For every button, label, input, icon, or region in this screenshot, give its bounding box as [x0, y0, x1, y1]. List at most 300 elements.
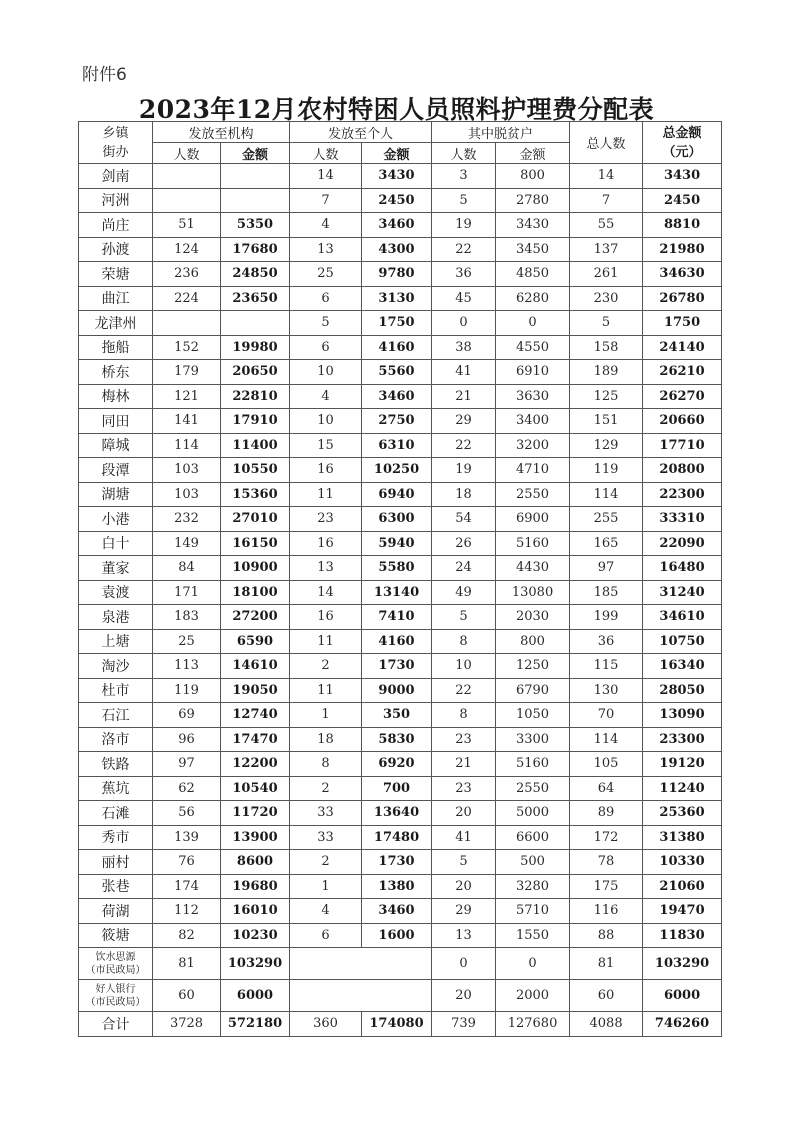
- institution-amount-cell: 10550: [221, 458, 290, 483]
- township-name: 杜市: [79, 678, 153, 703]
- total-people-cell: 125: [570, 384, 643, 409]
- poverty-amount-cell: 2550: [496, 776, 570, 801]
- individual-people-cell: 14: [290, 580, 362, 605]
- poverty-amount-cell: 3450: [496, 237, 570, 262]
- individual-people-cell: 16: [290, 531, 362, 556]
- poverty-amount-cell: 0: [496, 948, 570, 980]
- attachment-label: 附件6: [82, 65, 127, 85]
- special-row-name: [79, 948, 153, 980]
- table-row: [79, 654, 722, 679]
- individual-people-cell: 1: [290, 874, 362, 899]
- township-name: 袁渡: [79, 580, 153, 605]
- total-people-cell: 14: [570, 164, 643, 189]
- institution-amount-cell: 103290: [221, 948, 290, 980]
- institution-amount-cell: 27010: [221, 507, 290, 532]
- township-name: 曲江: [79, 286, 153, 311]
- institution-people-cell: 51: [153, 213, 221, 238]
- institution-people-cell: 25: [153, 629, 221, 654]
- poverty-people-cell: 0: [432, 311, 496, 336]
- individual-people-header: 人数: [290, 143, 362, 164]
- special-name-line2: （市民政局）: [85, 964, 146, 976]
- institution-amount-cell: 12200: [221, 752, 290, 777]
- table-row: [79, 580, 722, 605]
- individual-amount-cell: 5560: [362, 360, 432, 385]
- institution-amount-cell: 17470: [221, 727, 290, 752]
- table-row: [79, 605, 722, 630]
- total-amount-cell: 28050: [643, 678, 722, 703]
- individual-header: 发放至个人: [290, 122, 432, 143]
- total-people-cell: 189: [570, 360, 643, 385]
- individual-amount-cell: 1600: [362, 923, 432, 948]
- individual-people-cell: 14: [290, 164, 362, 189]
- township-name: 石江: [79, 703, 153, 728]
- township-name: 蕉坑: [79, 776, 153, 801]
- poverty-amount-header: 金额: [496, 143, 570, 164]
- total-people-cell: 158: [570, 335, 643, 360]
- individual-amount-cell: 6940: [362, 482, 432, 507]
- poverty-people-cell: 26: [432, 531, 496, 556]
- individual-people-cell: 25: [290, 262, 362, 287]
- institution-people-cell: 183: [153, 605, 221, 630]
- institution-people-cell: 179: [153, 360, 221, 385]
- total-people-cell: 89: [570, 801, 643, 826]
- poverty-people-cell: 0: [432, 948, 496, 980]
- institution-amount-cell: 19680: [221, 874, 290, 899]
- institution-amount-cell: 8600: [221, 850, 290, 875]
- totals-individual-amount: 174080: [362, 1012, 432, 1037]
- table-row: [79, 335, 722, 360]
- township-name: 荷湖: [79, 899, 153, 924]
- total-amount-cell: 10750: [643, 629, 722, 654]
- table-row: [79, 629, 722, 654]
- individual-amount-cell: 5830: [362, 727, 432, 752]
- total-people-cell: 5: [570, 311, 643, 336]
- institution-amount-cell: [221, 164, 290, 189]
- total-people-cell: 78: [570, 850, 643, 875]
- table-row: [79, 262, 722, 287]
- total-amount-cell: 2450: [643, 188, 722, 213]
- township-name: 梅林: [79, 384, 153, 409]
- individual-amount-cell: 1750: [362, 311, 432, 336]
- total-people-cell: 114: [570, 727, 643, 752]
- individual-people-cell: 33: [290, 801, 362, 826]
- institution-people-cell: 82: [153, 923, 221, 948]
- totals-label: 合计: [79, 1012, 153, 1037]
- total-amount-cell: 34610: [643, 605, 722, 630]
- total-amount-cell: 16340: [643, 654, 722, 679]
- township-header-line1: 乡镇: [102, 125, 129, 141]
- poverty-people-cell: 23: [432, 776, 496, 801]
- total-amount-cell: 21980: [643, 237, 722, 262]
- total-amount-cell: 3430: [643, 164, 722, 189]
- table-row: [79, 825, 722, 850]
- total-amount-header: [643, 122, 722, 164]
- poverty-amount-cell: 5160: [496, 752, 570, 777]
- township-name: 段潭: [79, 458, 153, 483]
- table-row: [79, 678, 722, 703]
- poverty-people-cell: 54: [432, 507, 496, 532]
- poverty-people-cell: 36: [432, 262, 496, 287]
- total-amount-header-line1: 总金额: [662, 125, 702, 141]
- total-people-cell: 199: [570, 605, 643, 630]
- institution-people-cell: 69: [153, 703, 221, 728]
- individual-amount-cell: 5580: [362, 556, 432, 581]
- individual-people-cell: 1: [290, 703, 362, 728]
- poverty-amount-cell: 1550: [496, 923, 570, 948]
- total-amount-cell: 21060: [643, 874, 722, 899]
- total-amount-cell: 10330: [643, 850, 722, 875]
- table-row: [79, 531, 722, 556]
- institution-amount-cell: 18100: [221, 580, 290, 605]
- institution-amount-cell: 10230: [221, 923, 290, 948]
- individual-people-cell: 18: [290, 727, 362, 752]
- total-amount-header-line2: （元）: [662, 144, 702, 160]
- poverty-amount-cell: 500: [496, 850, 570, 875]
- poverty-amount-cell: 1250: [496, 654, 570, 679]
- institution-amount-cell: 22810: [221, 384, 290, 409]
- total-amount-cell: 26210: [643, 360, 722, 385]
- individual-amount-cell: 2450: [362, 188, 432, 213]
- institution-amount-cell: 11720: [221, 801, 290, 826]
- table-row: [79, 776, 722, 801]
- total-amount-cell: 6000: [643, 980, 722, 1012]
- individual-amount-cell: 4160: [362, 335, 432, 360]
- total-amount-cell: 13090: [643, 703, 722, 728]
- township-name: 桥东: [79, 360, 153, 385]
- totals-total-people: 4088: [570, 1012, 643, 1037]
- township-name: 洛市: [79, 727, 153, 752]
- institution-people-cell: 174: [153, 874, 221, 899]
- totals-individual-people: 360: [290, 1012, 362, 1037]
- individual-amount-cell: 3130: [362, 286, 432, 311]
- individual-people-cell: 10: [290, 409, 362, 434]
- poverty-people-cell: 8: [432, 629, 496, 654]
- totals-poverty-amount: 127680: [496, 1012, 570, 1037]
- township-name: 泉港: [79, 605, 153, 630]
- totals-poverty-people: 739: [432, 1012, 496, 1037]
- individual-amount-cell: 1730: [362, 850, 432, 875]
- totals-institution-amount: 572180: [221, 1012, 290, 1037]
- special-name-line2: （市民政局）: [85, 996, 146, 1008]
- individual-people-cell: 11: [290, 629, 362, 654]
- table-row: [79, 874, 722, 899]
- institution-people-cell: 236: [153, 262, 221, 287]
- township-name: 董家: [79, 556, 153, 581]
- table-row: [79, 507, 722, 532]
- total-people-cell: 261: [570, 262, 643, 287]
- total-amount-cell: 31380: [643, 825, 722, 850]
- total-amount-cell: 16480: [643, 556, 722, 581]
- individual-amount-cell: 700: [362, 776, 432, 801]
- total-people-cell: 116: [570, 899, 643, 924]
- individual-amount-cell: 17480: [362, 825, 432, 850]
- individual-people-cell: 4: [290, 384, 362, 409]
- institution-amount-cell: 15360: [221, 482, 290, 507]
- individual-people-cell: 2: [290, 776, 362, 801]
- total-people-cell: 230: [570, 286, 643, 311]
- total-amount-cell: 22300: [643, 482, 722, 507]
- poverty-amount-cell: 4850: [496, 262, 570, 287]
- poverty-people-cell: 21: [432, 384, 496, 409]
- allocation-table: [78, 121, 722, 1037]
- institution-people-cell: 103: [153, 482, 221, 507]
- total-amount-cell: 23300: [643, 727, 722, 752]
- poverty-people-cell: 41: [432, 825, 496, 850]
- total-people-cell: 70: [570, 703, 643, 728]
- poverty-people-cell: 21: [432, 752, 496, 777]
- table-row: [79, 850, 722, 875]
- poverty-amount-cell: 1050: [496, 703, 570, 728]
- individual-amount-cell: 5940: [362, 531, 432, 556]
- poverty-amount-cell: 5000: [496, 801, 570, 826]
- individual-people-cell: 10: [290, 360, 362, 385]
- individual-people-cell: 6: [290, 286, 362, 311]
- total-amount-cell: 25360: [643, 801, 722, 826]
- poverty-people-cell: 38: [432, 335, 496, 360]
- poverty-header: 其中脱贫户: [432, 122, 570, 143]
- individual-amount-cell: 7410: [362, 605, 432, 630]
- poverty-amount-cell: 800: [496, 164, 570, 189]
- total-amount-cell: 34630: [643, 262, 722, 287]
- institution-people-cell: 62: [153, 776, 221, 801]
- poverty-people-cell: 29: [432, 409, 496, 434]
- total-people-cell: 172: [570, 825, 643, 850]
- poverty-amount-cell: 6900: [496, 507, 570, 532]
- individual-people-cell: 7: [290, 188, 362, 213]
- poverty-people-cell: 20: [432, 874, 496, 899]
- individual-people-cell: 13: [290, 556, 362, 581]
- individual-amount-cell: 2750: [362, 409, 432, 434]
- individual-people-cell: 11: [290, 678, 362, 703]
- total-amount-cell: 33310: [643, 507, 722, 532]
- institution-amount-cell: 10540: [221, 776, 290, 801]
- institution-people-cell: 84: [153, 556, 221, 581]
- total-people-cell: 151: [570, 409, 643, 434]
- special-name-line1: 好人银行: [95, 983, 136, 995]
- poverty-people-cell: 45: [432, 286, 496, 311]
- township-name: 白十: [79, 531, 153, 556]
- township-name: 河洲: [79, 188, 153, 213]
- poverty-people-cell: 8: [432, 703, 496, 728]
- institution-amount-cell: 27200: [221, 605, 290, 630]
- individual-people-cell: 4: [290, 213, 362, 238]
- township-name: 石滩: [79, 801, 153, 826]
- individual-amount-cell: 4300: [362, 237, 432, 262]
- total-people-cell: 130: [570, 678, 643, 703]
- institution-amount-cell: [221, 311, 290, 336]
- table-row: [79, 752, 722, 777]
- individual-people-cell: 6: [290, 335, 362, 360]
- individual-merged-cell: [290, 948, 432, 980]
- individual-people-cell: 11: [290, 482, 362, 507]
- institution-people-cell: 112: [153, 899, 221, 924]
- individual-amount-cell: 10250: [362, 458, 432, 483]
- poverty-people-cell: 3: [432, 164, 496, 189]
- township-name: 孙渡: [79, 237, 153, 262]
- poverty-people-cell: 23: [432, 727, 496, 752]
- individual-amount-cell: 9000: [362, 678, 432, 703]
- institution-people-cell: 60: [153, 980, 221, 1012]
- poverty-amount-cell: 4710: [496, 458, 570, 483]
- total-amount-cell: 17710: [643, 433, 722, 458]
- individual-amount-cell: 6920: [362, 752, 432, 777]
- institution-people-cell: 97: [153, 752, 221, 777]
- table-row: [79, 164, 722, 189]
- special-row-name: [79, 980, 153, 1012]
- institution-amount-cell: 14610: [221, 654, 290, 679]
- total-amount-cell: 31240: [643, 580, 722, 605]
- institution-people-cell: 232: [153, 507, 221, 532]
- township-name: 张巷: [79, 874, 153, 899]
- table-row: [79, 899, 722, 924]
- individual-people-cell: 13: [290, 237, 362, 262]
- poverty-amount-cell: 3300: [496, 727, 570, 752]
- total-people-cell: 129: [570, 433, 643, 458]
- individual-people-cell: 16: [290, 458, 362, 483]
- individual-amount-cell: 3460: [362, 213, 432, 238]
- table-row: [79, 286, 722, 311]
- poverty-people-cell: 5: [432, 850, 496, 875]
- institution-people-cell: 56: [153, 801, 221, 826]
- institution-people-cell: 139: [153, 825, 221, 850]
- poverty-people-cell: 20: [432, 801, 496, 826]
- total-amount-cell: 8810: [643, 213, 722, 238]
- individual-merged-cell: [290, 980, 432, 1012]
- total-amount-cell: 26780: [643, 286, 722, 311]
- page-title: 2023年12月农村特困人员照料护理费分配表: [138, 95, 655, 124]
- totals-institution-people: 3728: [153, 1012, 221, 1037]
- table-row: [79, 311, 722, 336]
- table-row: [79, 213, 722, 238]
- individual-amount-cell: 13140: [362, 580, 432, 605]
- poverty-people-cell: 22: [432, 237, 496, 262]
- poverty-amount-cell: 6600: [496, 825, 570, 850]
- total-amount-cell: 20660: [643, 409, 722, 434]
- institution-people-cell: 224: [153, 286, 221, 311]
- township-name: 尚庄: [79, 213, 153, 238]
- poverty-amount-cell: 2550: [496, 482, 570, 507]
- table-row: [79, 237, 722, 262]
- poverty-people-cell: 20: [432, 980, 496, 1012]
- township-name: 龙津州: [79, 311, 153, 336]
- township-name: 荣塘: [79, 262, 153, 287]
- special-row: [79, 980, 722, 1012]
- total-people-cell: 185: [570, 580, 643, 605]
- header-row-1: [79, 122, 722, 143]
- township-name: 上塘: [79, 629, 153, 654]
- total-amount-cell: 19470: [643, 899, 722, 924]
- total-people-cell: 7: [570, 188, 643, 213]
- institution-amount-cell: 24850: [221, 262, 290, 287]
- poverty-people-cell: 29: [432, 899, 496, 924]
- institution-people-cell: 76: [153, 850, 221, 875]
- total-amount-cell: 1750: [643, 311, 722, 336]
- poverty-people-cell: 18: [432, 482, 496, 507]
- individual-people-cell: 8: [290, 752, 362, 777]
- institution-amount-header: 金额: [221, 143, 290, 164]
- poverty-people-header: 人数: [432, 143, 496, 164]
- institution-people-cell: 119: [153, 678, 221, 703]
- table-row: [79, 923, 722, 948]
- poverty-people-cell: 41: [432, 360, 496, 385]
- township-name: 同田: [79, 409, 153, 434]
- institution-amount-cell: 6000: [221, 980, 290, 1012]
- total-amount-cell: 11240: [643, 776, 722, 801]
- table-row: [79, 703, 722, 728]
- township-name: 拖船: [79, 335, 153, 360]
- poverty-amount-cell: 5710: [496, 899, 570, 924]
- total-people-cell: 55: [570, 213, 643, 238]
- table-row: [79, 458, 722, 483]
- table-row: [79, 433, 722, 458]
- table-row: [79, 556, 722, 581]
- poverty-people-cell: 22: [432, 433, 496, 458]
- institution-people-cell: 103: [153, 458, 221, 483]
- institution-amount-cell: 19050: [221, 678, 290, 703]
- poverty-people-cell: 49: [432, 580, 496, 605]
- individual-people-cell: 33: [290, 825, 362, 850]
- table-row: [79, 360, 722, 385]
- institution-people-cell: [153, 311, 221, 336]
- individual-amount-cell: 3430: [362, 164, 432, 189]
- township-name: 铁路: [79, 752, 153, 777]
- institution-people-cell: [153, 164, 221, 189]
- total-people-cell: 255: [570, 507, 643, 532]
- table-row: [79, 482, 722, 507]
- poverty-people-cell: 19: [432, 213, 496, 238]
- township-name: 筱塘: [79, 923, 153, 948]
- total-amount-cell: 11830: [643, 923, 722, 948]
- institution-people-cell: 152: [153, 335, 221, 360]
- institution-people-cell: 121: [153, 384, 221, 409]
- total-people-cell: 60: [570, 980, 643, 1012]
- institution-amount-cell: 17680: [221, 237, 290, 262]
- individual-people-cell: 6: [290, 923, 362, 948]
- table-row: [79, 801, 722, 826]
- institution-amount-cell: 23650: [221, 286, 290, 311]
- individual-amount-cell: 1730: [362, 654, 432, 679]
- table-row: [79, 409, 722, 434]
- institution-people-cell: 124: [153, 237, 221, 262]
- poverty-amount-cell: 6910: [496, 360, 570, 385]
- totals-row: [79, 1012, 722, 1037]
- total-people-cell: 88: [570, 923, 643, 948]
- poverty-amount-cell: 4430: [496, 556, 570, 581]
- institution-header: 发放至机构: [153, 122, 290, 143]
- poverty-amount-cell: 800: [496, 629, 570, 654]
- poverty-people-cell: 19: [432, 458, 496, 483]
- individual-amount-cell: 1380: [362, 874, 432, 899]
- institution-people-cell: 141: [153, 409, 221, 434]
- poverty-amount-cell: 5160: [496, 531, 570, 556]
- institution-people-cell: 113: [153, 654, 221, 679]
- poverty-people-cell: 10: [432, 654, 496, 679]
- institution-amount-cell: 6590: [221, 629, 290, 654]
- poverty-amount-cell: 3630: [496, 384, 570, 409]
- total-people-cell: 165: [570, 531, 643, 556]
- total-people-cell: 64: [570, 776, 643, 801]
- total-people-cell: 114: [570, 482, 643, 507]
- institution-amount-cell: 20650: [221, 360, 290, 385]
- institution-people-cell: 114: [153, 433, 221, 458]
- poverty-amount-cell: 3280: [496, 874, 570, 899]
- individual-amount-header: 金额: [362, 143, 432, 164]
- poverty-amount-cell: 0: [496, 311, 570, 336]
- individual-people-cell: 4: [290, 899, 362, 924]
- total-amount-cell: 22090: [643, 531, 722, 556]
- poverty-amount-cell: 2780: [496, 188, 570, 213]
- township-name: 障城: [79, 433, 153, 458]
